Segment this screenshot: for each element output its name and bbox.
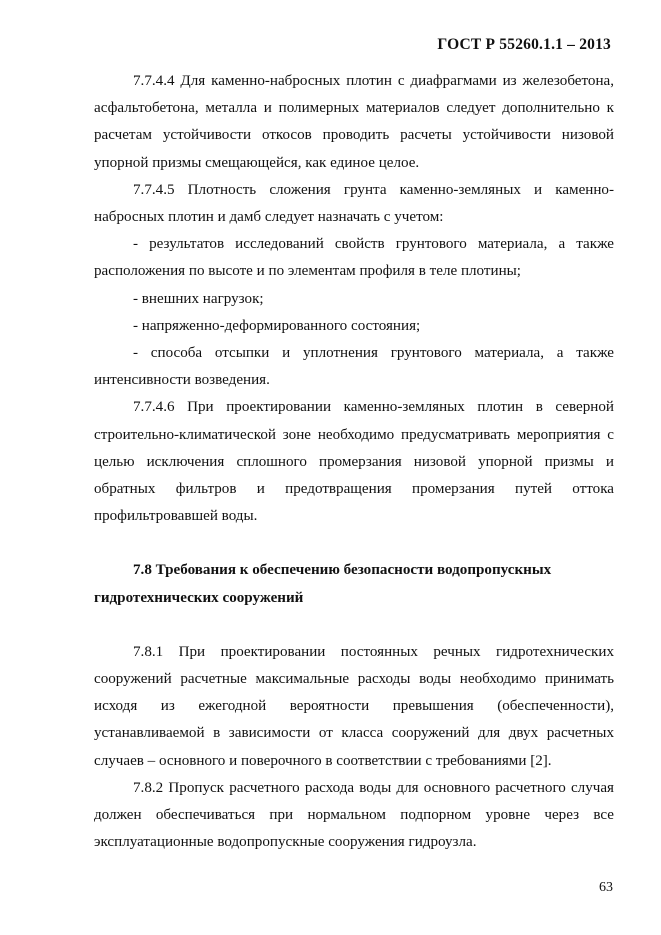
section-title-7-8-line1: 7.8 Требования к обеспечению безопасности водопропускных (133, 562, 552, 579)
section-spacer-top (94, 530, 614, 557)
paragraph-7-7-4-5: 7.7.4.5 Плотность сложения грунта каменно-земляных и каменно-набросных плотин и дамб следует назначать с учетом: (94, 181, 614, 226)
paragraph-7-7-4-4: 7.7.4.4 Для каменно-набросных плотин с диафрагмами из железобетона, асфальтобетона, металла и полимерных материалов следует дополнительно к расчетам устойчивости откосов проводить расчеты устойчивости низовой упорной призмы смещающейся, как единое целое. (94, 73, 614, 171)
standard-code-header: ГОСТ Р 55260.1.1 – 2013 (437, 36, 611, 53)
section-title-7-8-line2: гидротехнических сооружений (94, 589, 304, 606)
paragraph-7-8-2: 7.8.2 Пропуск расчетного расхода воды для основного расчетного случая должен обеспечиваться при нормальном подпорном уровне через все эксплуатационные водопропускные сооружения гидроузла. (94, 779, 614, 851)
page-number: 63 (599, 880, 613, 895)
document-body (94, 68, 614, 856)
list-item-external-loads: - внешних нагрузок; (133, 290, 264, 307)
paragraph-7-7-4-6: 7.7.4.6 При проектировании каменно-земляных плотин в северной строительно-климатической зоне необходимо предусматривать мероприятия с целью исключения сплошного промерзания низовой упорной призмы и обратных фильтров и предотвращения промерзания путей оттока профильтровавшей воды. (94, 399, 614, 525)
list-item-stress-strain-state: - напряженно-деформированного состояния; (133, 317, 421, 334)
paragraph-7-8-1: 7.8.1 При проектировании постоянных речных гидротехнических сооружений расчетные максимальные расходы воды необходимо принимать исходя из ежегодной вероятности превышения (обеспеченности), устанавливаемой в зависимости от класса сооружений для двух расчетных случаев – основного и поверочного в соответствии с требованиями [2]. (94, 643, 614, 769)
list-item-placement-method: - способа отсыпки и уплотнения грунтового материала, а также интенсивности возведения. (94, 345, 614, 389)
section-spacer-bottom (94, 612, 614, 639)
list-item-research-results: - результатов исследований свойств грунтового материала, а также расположения по высоте и по элементам профиля в теле плотины; (94, 236, 614, 280)
